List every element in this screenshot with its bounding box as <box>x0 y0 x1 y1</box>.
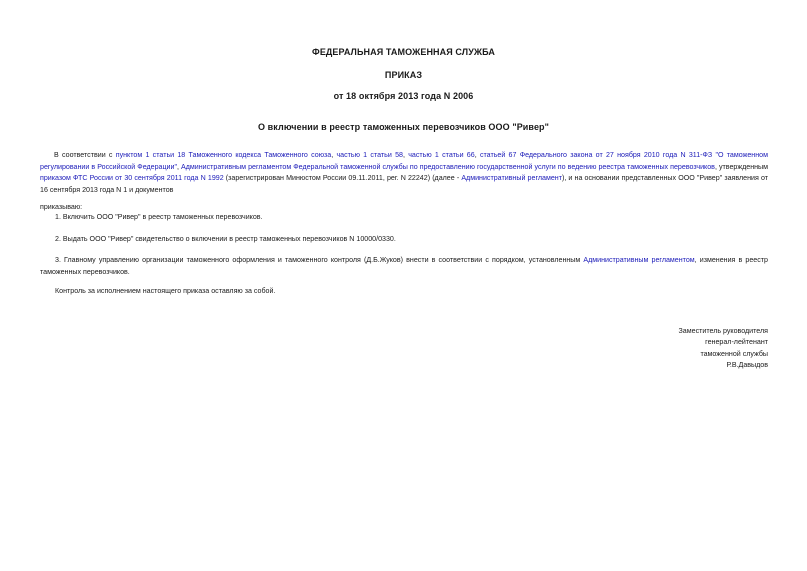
preamble-text: , <box>331 151 337 159</box>
document-date-number: от 18 октября 2013 года N 2006 <box>333 91 474 101</box>
signature-block <box>679 326 768 371</box>
link-part1-art66[interactable]: частью 1 статьи 66 <box>408 151 475 159</box>
document-subject: О включении в реестр таможенных перевозчиков ООО "Ривер" <box>257 122 550 132</box>
link-part1-art58[interactable]: частью 1 статьи 58 <box>336 151 403 159</box>
preamble-text: В соответствии с <box>54 151 116 159</box>
signature-service: таможенной службы <box>700 349 768 358</box>
link-admin-regulation[interactable]: Административным регламентом Федеральной таможенной службы по предоставлению государственной услуги по ведению реестра таможенных перевозчиков <box>181 162 715 171</box>
preamble-text: , <box>402 151 409 159</box>
order-item-3-text: , изменения в реестр таможенных перевозчиков. <box>40 256 768 276</box>
orders-label: приказываю: <box>40 203 83 211</box>
document-type: ПРИКАЗ <box>384 70 423 80</box>
preamble-text: , утвержденным <box>714 162 769 171</box>
link-admin-regulation-short[interactable]: Административный регламент <box>461 174 562 182</box>
preamble-paragraph <box>40 150 768 196</box>
link-fts-order-1992[interactable]: приказом ФТС России от 30 сентября 2011 года N 1992 <box>40 174 224 182</box>
order-item-1: 1. Включить ООО "Ривер" в реестр таможенных перевозчиков. <box>55 213 263 221</box>
preamble-text: , <box>474 151 480 159</box>
link-art67-federal-law[interactable]: статьей 67 Федерального закона от 27 ноября 2010 года N 311-ФЗ "О таможенном регулировании в Российской Федерации" <box>40 151 768 171</box>
order-item-3-text: 3. Главному управлению организации таможенного оформления и таможенного контроля (Д.Б.Жуков) внести в соответствии с порядком, установленным <box>55 256 584 264</box>
control-clause: Контроль за исполнением настоящего приказа оставляю за собой. <box>55 287 276 295</box>
preamble-text: , <box>176 162 182 171</box>
order-item-3 <box>40 255 768 278</box>
link-admin-regulation-item3[interactable]: Административным регламентом <box>583 256 695 264</box>
link-customs-code[interactable]: пунктом 1 статьи 18 Таможенного кодекса Таможенного союза <box>115 151 332 159</box>
preamble-text: (зарегистрирован Минюстом России 09.11.2011, рег. N 22242) (далее - <box>223 174 462 182</box>
preamble-text: ), и на основании представленных ООО "Ривер" заявления от 16 сентября 2013 года N 1 и документов <box>40 174 768 194</box>
order-item-2: 2. Выдать ООО "Ривер" свидетельство о включении в реестр таможенных перевозчиков N 10000/0330. <box>55 235 396 243</box>
signature-name: Р.В.Давыдов <box>726 360 768 369</box>
signature-rank: генерал-лейтенант <box>705 338 768 347</box>
agency-title: ФЕДЕРАЛЬНАЯ ТАМОЖЕННАЯ СЛУЖБА <box>312 47 495 57</box>
signature-position: Заместитель руководителя <box>678 327 768 335</box>
